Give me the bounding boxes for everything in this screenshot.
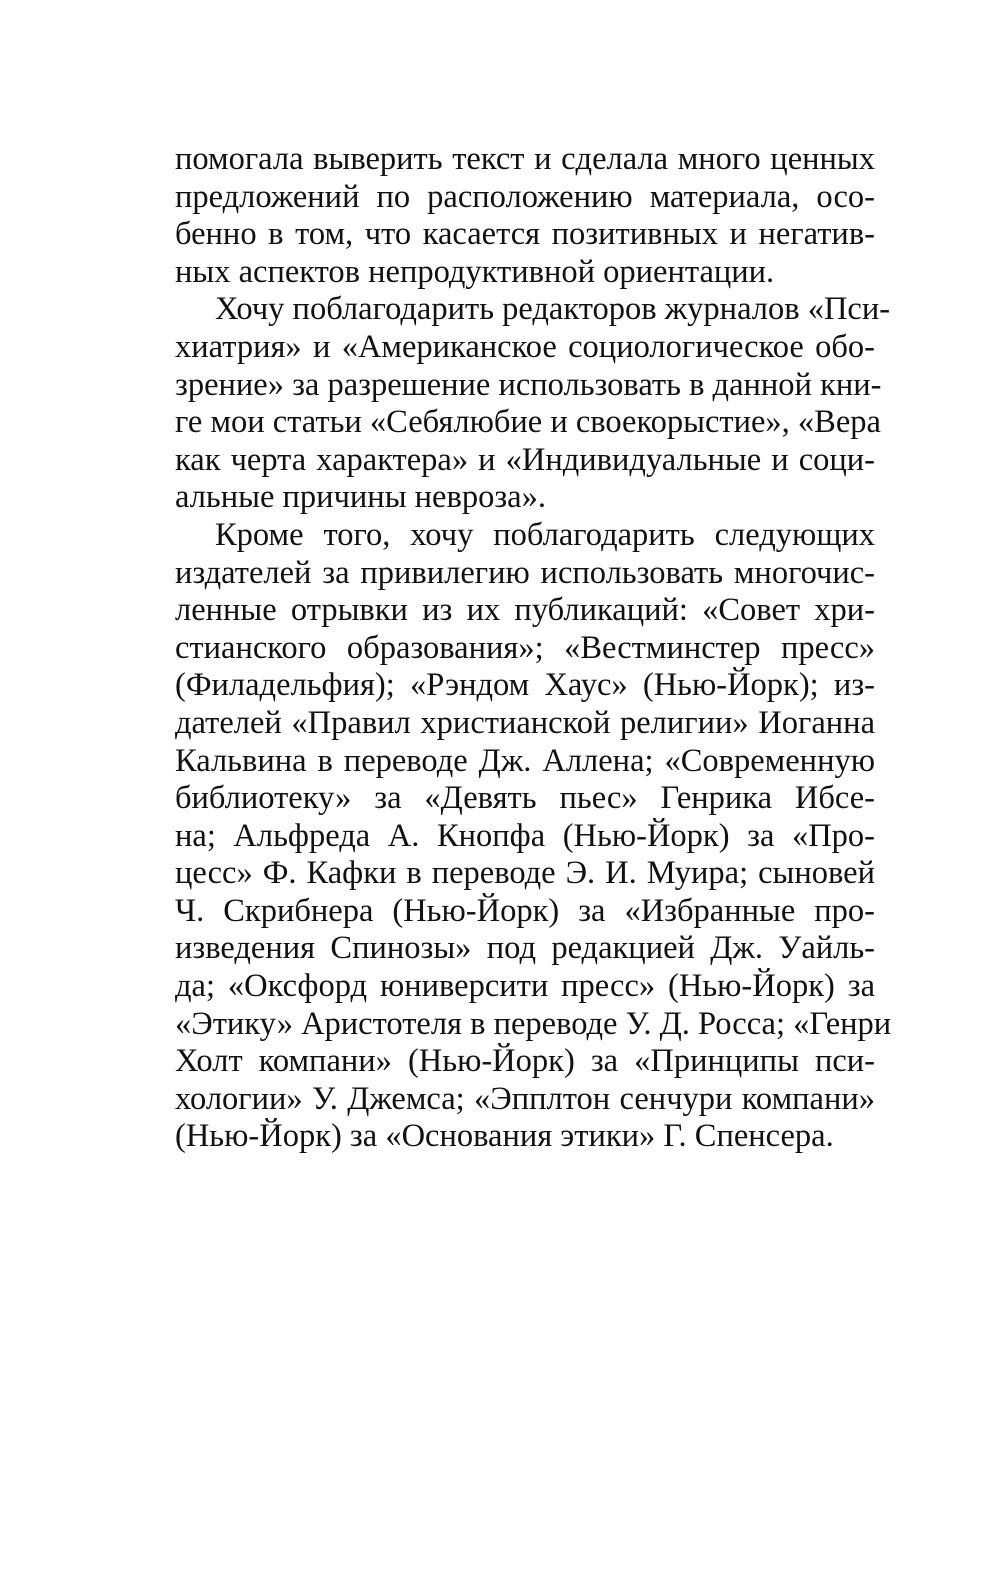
text-line: предложений по расположению материала, осо- [175,178,875,215]
text-line: дателей «Правил христианской религии» Иоганна [175,704,875,741]
text-line: да; «Оксфорд юниверсити пресс» (Нью-Йорк) за [175,968,875,1005]
text-line: Кальвина в переводе Дж. Аллена; «Современную [175,742,875,779]
text-line: Холт компани» (Нью-Йорк) за «Принципы пси- [175,1043,875,1080]
text-line: изведения Спинозы» под редакцией Дж. Уайль- [175,930,875,967]
text-line: помогала выверить текст и сделала много ценных [175,141,875,177]
text-line: ге мои статьи «Себялюбие и своекорыстие», «Вера [175,404,881,441]
body-text [175,141,892,1156]
text-line: издателей за привилегию использовать многочис- [175,554,875,591]
text-line: хологии» У. Джемса; «Эпплтон сенчури компани» [175,1080,875,1117]
text-line: (Филадельфия); «Рэндом Хаус» (Нью-Йорк); из- [175,667,875,704]
text-line: как черта характера» и «Индивидуальные и соци- [175,441,875,478]
text-line: стианского образования»; «Вестминстер пресс» [175,629,875,666]
text-line: Кроме того, хочу поблагодарить следующих [215,516,875,553]
text-line: (Нью-Йорк) за «Основания этики» Г. Спенсера. [175,1118,834,1155]
text-line: ных аспектов непродуктивной ориентации. [175,253,775,290]
text-line: «Этику» Аристотеля в переводе У. Д. Росса; «Генри [175,1005,892,1042]
text-line: Хочу поблагодарить редакторов журналов «Пси- [215,291,891,328]
text-line: Ч. Скрибнера (Нью-Йорк) за «Избранные про- [175,892,875,929]
text-line: бенно в том, что касается позитивных и негатив- [175,216,875,253]
text-line: на; Альфреда А. Кнопфа (Нью-Йорк) за «Про- [175,817,875,854]
text-line: альные причины невроза». [175,479,546,516]
text-line: ленные отрывки из их публикаций: «Совет хри- [175,592,875,629]
text-line: цесс» Ф. Кафки в переводе Э. И. Муира; сыновей [175,855,875,892]
text-line: хиатрия» и «Американское социологическое обо- [175,328,875,365]
text-line: зрение» за разрешение использовать в данной кни- [175,366,882,403]
text-line: библиотеку» за «Девять пьес» Генрика Ибсе- [175,780,875,817]
